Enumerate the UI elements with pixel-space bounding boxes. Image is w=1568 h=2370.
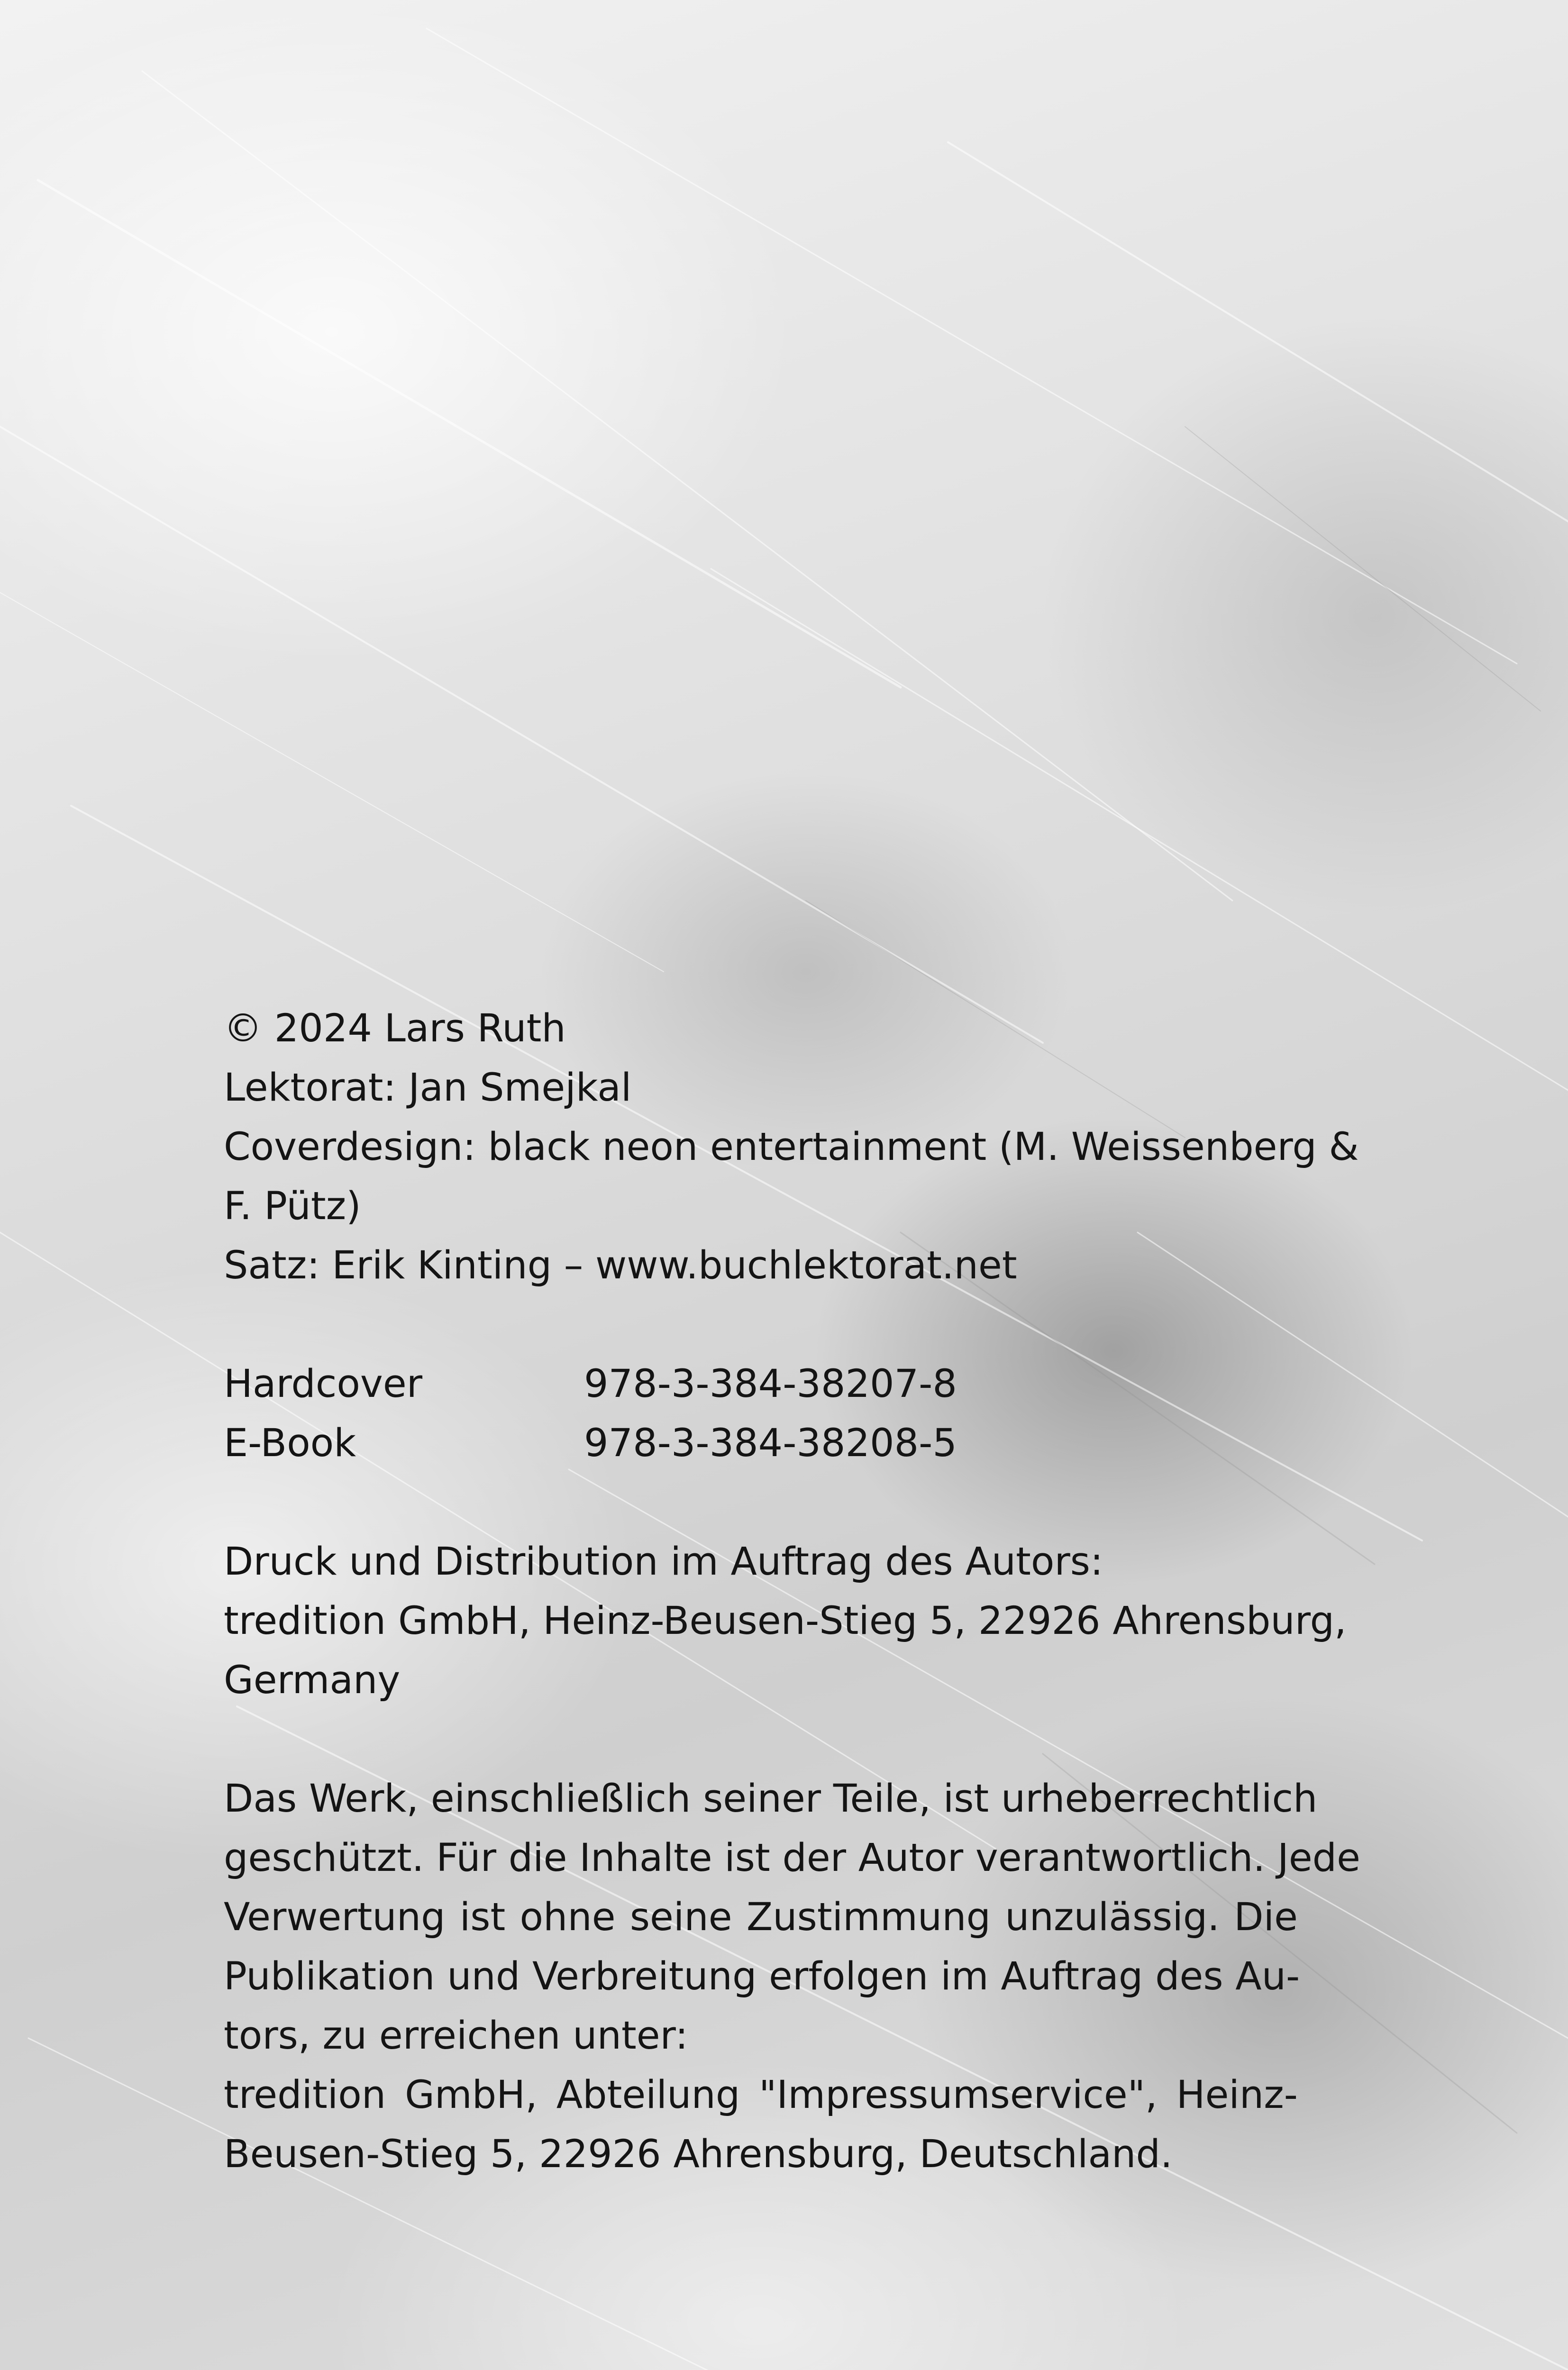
legal-notice-line: Das Werk, einschließlich seiner Teile, ist urheberrechtlich <box>224 1777 1318 1821</box>
copyright-line: © 2024 Lars Ruth <box>224 1006 566 1051</box>
cover-design-credit-line-1: Coverdesign: black neon entertainment (M. Weissenberg & <box>224 1125 1359 1169</box>
isbn-row-hardcover <box>224 1355 1298 1414</box>
spacer <box>224 1473 1298 1532</box>
legal-notice-line: geschützt. Für die Inhalte ist der Autor verantwortlich. Jede <box>224 1836 1360 1880</box>
isbn-number: 978-3-384-38207-8 <box>584 1362 957 1406</box>
legal-notice-line: tredition GmbH, Abteilung "Impressumservice", Heinz- <box>224 2073 1298 2117</box>
legal-notice-line: Beusen-Stieg 5, 22926 Ahrensburg, Deutschland. <box>224 2132 1173 2177</box>
legal-notice-line: tors, zu erreichen unter: <box>224 2014 688 2058</box>
typesetting-credit: Satz: Erik Kinting – www.buchlektorat.net <box>224 1243 1017 1288</box>
isbn-row-ebook <box>224 1414 1298 1473</box>
distribution-address-line-1: tredition GmbH, Heinz-Beusen-Stieg 5, 22926 Ahrensburg, <box>224 1599 1347 1643</box>
spacer <box>224 1710 1298 1769</box>
legal-notice-line: Publikation und Verbreitung erfolgen im Auftrag des Au- <box>224 1954 1300 1999</box>
legal-notice-line: Verwertung ist ohne seine Zustimmung unzulässig. Die <box>224 1895 1298 1940</box>
imprint-block <box>224 999 1360 2184</box>
distribution-address-line-2: Germany <box>224 1658 401 1703</box>
distribution-heading: Druck und Distribution im Auftrag des Autors: <box>224 1540 1103 1584</box>
editing-credit: Lektorat: Jan Smejkal <box>224 1066 632 1110</box>
cover-design-credit-line-2: F. Pütz) <box>224 1184 361 1229</box>
isbn-number: 978-3-384-38208-5 <box>584 1421 957 1466</box>
isbn-format-label: Hardcover <box>224 1362 423 1406</box>
legal-notice <box>224 1769 1360 2184</box>
spacer <box>224 1295 1298 1355</box>
isbn-format-label: E-Book <box>224 1421 356 1466</box>
